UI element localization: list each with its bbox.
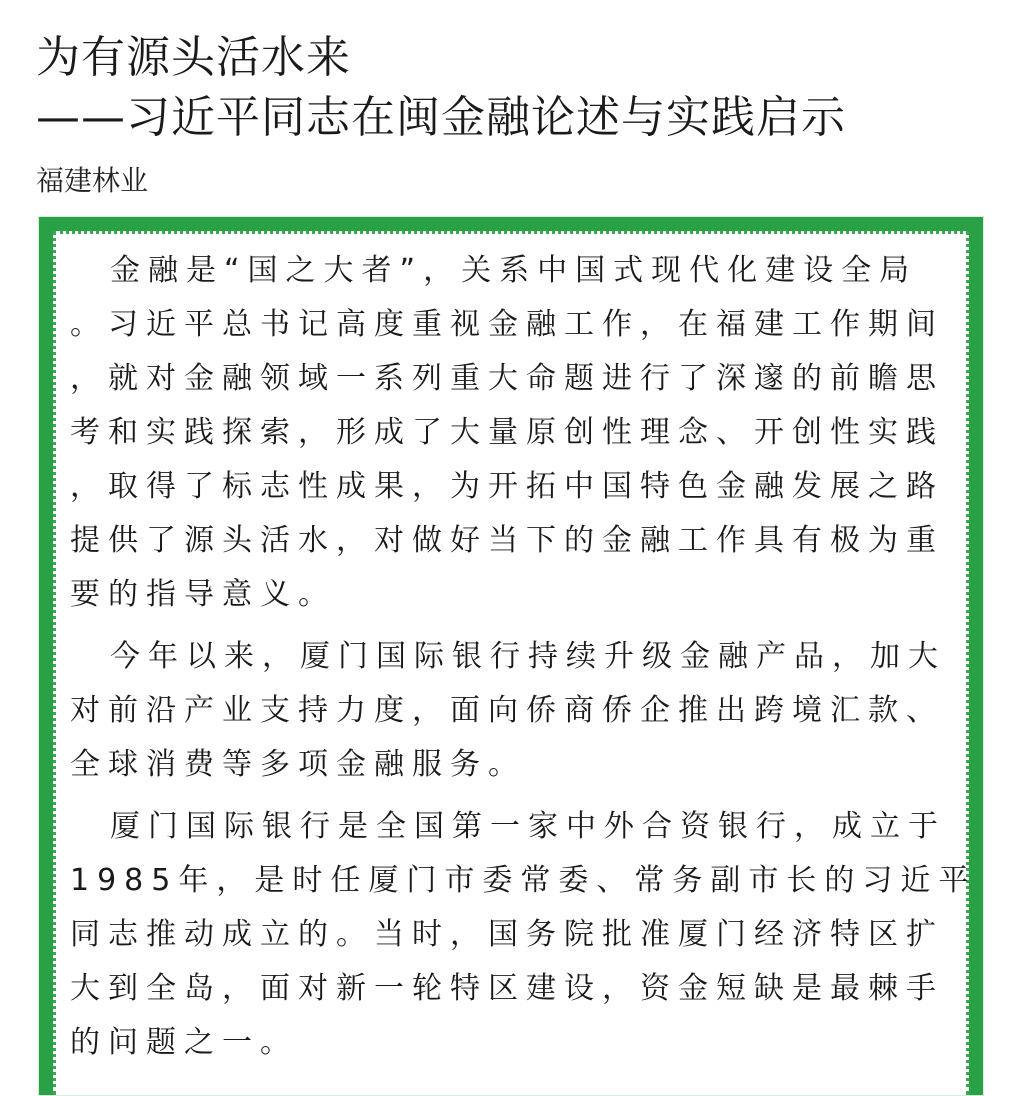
text-line: 1985年，是时任厦门市委常委、常务副市长的习近平 bbox=[70, 863, 977, 898]
paragraph-2 bbox=[70, 630, 950, 792]
text-line: 的问题之一。 bbox=[70, 1025, 298, 1060]
article-header bbox=[36, 30, 996, 198]
paragraph-3 bbox=[70, 800, 977, 1070]
article-title: 为有源头活水来 bbox=[36, 32, 351, 83]
text-line: 金融是“国之大者”，关系中国式现代化建设全局 bbox=[110, 253, 918, 288]
text-line: 对前沿产业支持力度，面向侨商侨企推出跨境汇款、 bbox=[70, 693, 944, 728]
text-line: ，取得了标志性成果，为开拓中国特色金融发展之路 bbox=[70, 469, 944, 504]
article-subtitle: ——习近平同志在闽金融论述与实践启示 bbox=[36, 92, 846, 143]
text-line: 同志推动成立的。当时，国务院批准厦门经济特区扩 bbox=[70, 917, 944, 952]
text-line: 大到全岛，面对新一轮特区建设，资金短缺是最棘手 bbox=[70, 971, 944, 1006]
text-line: 全球消费等多项金融服务。 bbox=[70, 747, 526, 782]
text-line: 今年以来，厦门国际银行持续升级金融产品，加大 bbox=[110, 639, 946, 674]
article-body bbox=[70, 244, 977, 1078]
text-line: 提供了源头活水，对做好当下的金融工作具有极为重 bbox=[70, 523, 944, 558]
paragraph-1 bbox=[70, 244, 950, 622]
text-line: 。习近平总书记高度重视金融工作，在福建工作期间 bbox=[70, 307, 944, 342]
text-line: ，就对金融领域一系列重大命题进行了深邃的前瞻思 bbox=[70, 361, 944, 396]
text-line: 厦门国际银行是全国第一家中外合资银行，成立于 bbox=[110, 809, 946, 844]
article-source: 福建林业 bbox=[36, 164, 149, 197]
text-line: 要的指导意义。 bbox=[70, 577, 336, 612]
text-line: 考和实践探索，形成了大量原创性理念、开创性实践 bbox=[70, 415, 944, 450]
